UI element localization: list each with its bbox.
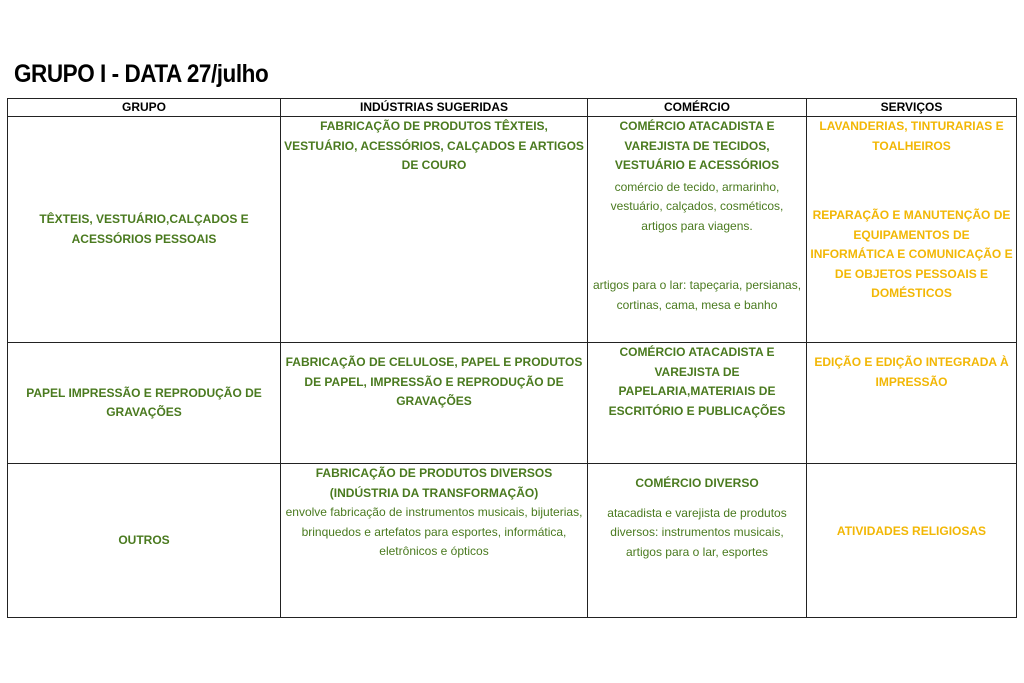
industria-title: FABRICAÇÃO DE PRODUTOS DIVERSOS (INDÚSTRIA DA TRANSFORMAÇÃO) bbox=[315, 466, 553, 500]
comercio-cell bbox=[588, 117, 807, 343]
industria-cell bbox=[281, 464, 588, 618]
comercio-desc: atacadista e varejista de produtos diversos: instrumentos musicais, artigos para o lar, esportes bbox=[607, 505, 787, 559]
comercio-cell bbox=[588, 343, 807, 464]
table-row bbox=[8, 117, 1017, 343]
header-grupo: GRUPO bbox=[8, 99, 281, 117]
industria-title: FABRICAÇÃO DE PRODUTOS TÊXTEIS, VESTUÁRIO, ACESSÓRIOS, CALÇADOS E ARTIGOS DE COURO bbox=[284, 119, 584, 172]
servicos-item: REPARAÇÃO E MANUTENÇÃO DE EQUIPAMENTOS DE INFORMÁTICA E COMUNICAÇÃO E DE OBJETOS PESSOAIS E DOMÉSTICOS bbox=[810, 208, 1013, 300]
grupo-label: TÊXTEIS, VESTUÁRIO,CALÇADOS E ACESSÓRIOS PESSOAIS bbox=[39, 212, 249, 246]
comercio-desc: artigos para o lar: tapeçaria, persianas, cortinas, cama, mesa e banho bbox=[592, 278, 802, 312]
servicos-cell bbox=[807, 117, 1017, 343]
comercio-title: COMÉRCIO ATACADISTA E VAREJISTA DE PAPELARIA,MATERIAIS DE ESCRITÓRIO E PUBLICAÇÕES bbox=[608, 345, 786, 418]
industria-cell bbox=[281, 343, 588, 464]
comercio-cell bbox=[588, 464, 807, 618]
comercio-title: COMÉRCIO DIVERSO bbox=[635, 476, 759, 490]
grupo-label: PAPEL IMPRESSÃO E REPRODUÇÃO DE GRAVAÇÕES bbox=[26, 385, 262, 419]
servicos-cell bbox=[807, 464, 1017, 618]
comercio-title: COMÉRCIO ATACADISTA E VAREJISTA DE TECIDOS, VESTUÁRIO E ACESSÓRIOS bbox=[614, 119, 780, 172]
header-industrias: INDÚSTRIAS SUGERIDAS bbox=[281, 99, 588, 117]
grupo-label: OUTROS bbox=[118, 532, 170, 547]
industria-desc: envolve fabricação de instrumentos musicais, bijuterias, brinquedos e artefatos para esportes, informática, eletrônicos e ópticos bbox=[285, 505, 583, 558]
grupo-cell bbox=[8, 117, 281, 343]
servicos-cell bbox=[807, 343, 1017, 464]
grupo-cell bbox=[8, 343, 281, 464]
servicos-item: LAVANDERIAS, TINTURARIAS E TOALHEIROS bbox=[819, 119, 1004, 153]
header-servicos: SERVIÇOS bbox=[807, 99, 1017, 117]
page-title: GRUPO I - DATA 27/julho bbox=[14, 60, 269, 88]
servicos-item: EDIÇÃO E EDIÇÃO INTEGRADA À IMPRESSÃO bbox=[814, 355, 1009, 389]
comercio-desc: comércio de tecido, armarinho, vestuário, calçados, cosméticos, artigos para viagens. bbox=[610, 179, 784, 233]
table-row bbox=[8, 464, 1017, 618]
industria-cell bbox=[281, 117, 588, 343]
table-row bbox=[8, 343, 1017, 464]
header-comercio: COMÉRCIO bbox=[588, 99, 807, 117]
groups-table bbox=[7, 98, 1017, 618]
grupo-cell bbox=[8, 464, 281, 618]
servicos-item: ATIVIDADES RELIGIOSAS bbox=[836, 524, 987, 538]
industria-title: FABRICAÇÃO DE CELULOSE, PAPEL E PRODUTOS DE PAPEL, IMPRESSÃO E REPRODUÇÃO DE GRAVAÇÕES bbox=[285, 355, 583, 408]
table-header-row bbox=[8, 99, 1017, 117]
